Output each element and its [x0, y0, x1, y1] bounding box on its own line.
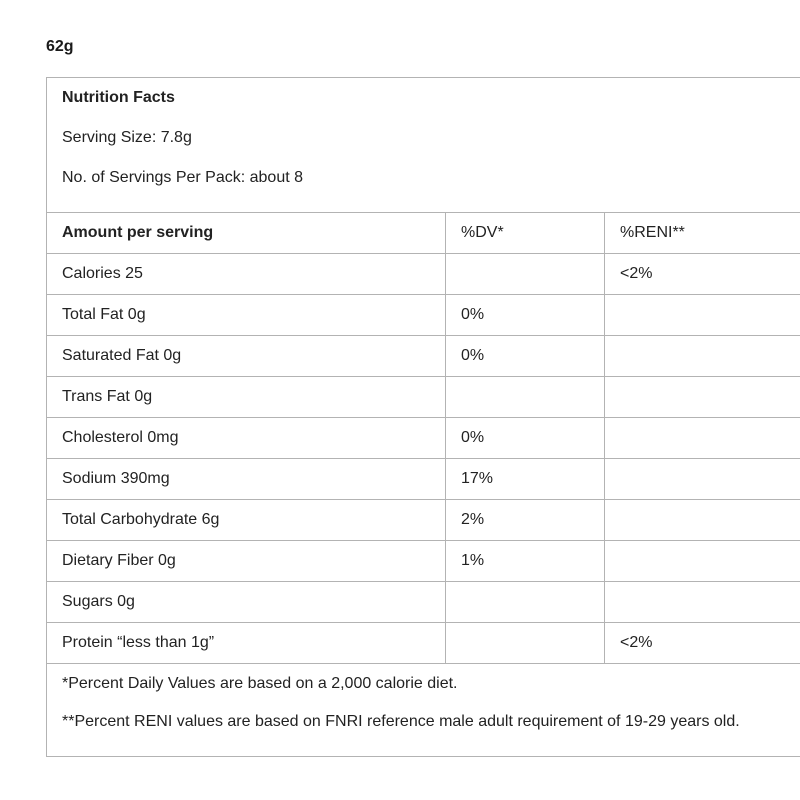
table-row: [47, 336, 800, 377]
nutrient-name: Protein “less than 1g”: [62, 634, 215, 651]
nutrient-name: Cholesterol 0mg: [62, 429, 179, 446]
nutrient-dv: 0%: [445, 336, 604, 376]
nutrient-dv: [445, 582, 604, 622]
nutrient-name: Calories 25: [62, 265, 143, 282]
column-header-amount: Amount per serving: [62, 224, 214, 241]
table-row: [47, 582, 800, 623]
table-row: [47, 295, 800, 336]
nutrient-reni: [604, 377, 800, 417]
nutrient-dv: 0%: [445, 295, 604, 335]
table-header-row: [47, 213, 800, 254]
table-row: [47, 623, 800, 664]
nutrient-name: Trans Fat 0g: [62, 388, 153, 405]
table-row: [47, 500, 800, 541]
nutrient-name: Sodium 390mg: [62, 470, 170, 487]
nutrient-name: Total Fat 0g: [62, 306, 146, 323]
table-row: [47, 377, 800, 418]
nutrition-table: [47, 213, 800, 664]
nutrient-reni: <2%: [604, 623, 800, 663]
footnote-dv: *Percent Daily Values are based on a 2,000 calorie diet.: [62, 675, 458, 692]
table-row: [47, 459, 800, 500]
nutrient-reni: <2%: [604, 254, 800, 294]
nutrient-reni: [604, 459, 800, 499]
nutrition-header: [47, 78, 800, 213]
nutrition-title: Nutrition Facts: [62, 89, 175, 106]
nutrient-dv: 1%: [445, 541, 604, 581]
nutrient-reni: [604, 582, 800, 622]
nutrition-facts-panel: [46, 77, 800, 757]
column-header-dv: %DV*: [445, 213, 604, 253]
table-row: [47, 418, 800, 459]
servings-per-pack: No. of Servings Per Pack: about 8: [62, 169, 304, 186]
nutrient-name: Saturated Fat 0g: [62, 347, 182, 364]
nutrient-reni: [604, 541, 800, 581]
serving-size: Serving Size: 7.8g: [62, 129, 192, 146]
nutrient-dv: 2%: [445, 500, 604, 540]
footnote-reni: **Percent RENI values are based on FNRI reference male adult requirement of 19-29 years old.: [62, 713, 740, 730]
nutrient-reni: [604, 336, 800, 376]
nutrient-name: Dietary Fiber 0g: [62, 552, 176, 569]
nutrient-name: Sugars 0g: [62, 593, 135, 610]
nutrient-reni: [604, 295, 800, 335]
table-row: [47, 541, 800, 582]
nutrient-dv: 0%: [445, 418, 604, 458]
column-header-reni: %RENI**: [604, 213, 800, 253]
product-weight: 62g: [46, 38, 74, 55]
nutrient-dv: [445, 623, 604, 663]
nutrient-dv: [445, 377, 604, 417]
nutrient-reni: [604, 418, 800, 458]
nutrient-name: Total Carbohydrate 6g: [62, 511, 220, 528]
nutrient-reni: [604, 500, 800, 540]
nutrient-dv: 17%: [445, 459, 604, 499]
table-row: [47, 254, 800, 295]
nutrient-dv: [445, 254, 604, 294]
